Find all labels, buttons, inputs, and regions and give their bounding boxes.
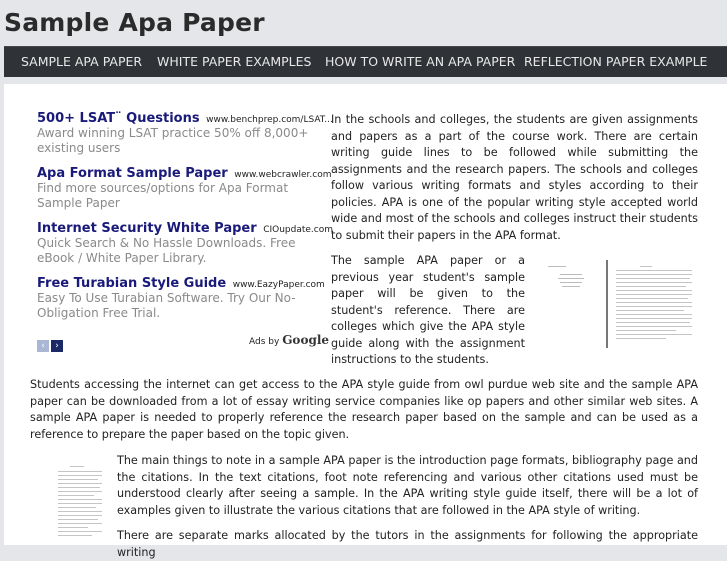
google-logo: Google (282, 333, 330, 347)
ad-next-button[interactable] (51, 340, 63, 352)
site-title[interactable]: Sample Apa Paper (4, 8, 265, 37)
ad-item[interactable] (37, 111, 333, 156)
ad-description: Award winning LSAT practice 50% off 8,000+ existing users (37, 126, 309, 155)
sample-paper-thumbnail-icon (540, 260, 700, 352)
ad-title-text[interactable]: Internet Security White Paper (37, 221, 257, 236)
main-content (4, 84, 727, 559)
ad-item[interactable] (37, 221, 334, 266)
nav-white-paper-examples[interactable]: WHITE PAPER EXAMPLES (157, 54, 312, 69)
ad-prev-button[interactable] (37, 340, 49, 352)
nav-how-to-write-apa-paper[interactable]: HOW TO WRITE AN APA PAPER (325, 54, 516, 69)
article-paragraph-1: In the schools and colleges, the students are given assignments and papers as a part of the course work. There are certain writing guide lines to be followed while submitting the assignments and the research papers. The schools and colleges follow various writing formats and styles according to their policies. APA is one of the popular writing style accepted world wide and most of the schools and colleges instruct their students to submit their papers in the APA format. (331, 113, 698, 242)
ads-by-label: Ads by (249, 337, 280, 347)
ad-item[interactable] (37, 276, 325, 321)
chevron-right-icon: › (55, 341, 59, 351)
sample-paper-page-icon (50, 462, 110, 540)
ad-title[interactable] (37, 221, 334, 236)
ad-title[interactable] (37, 111, 333, 126)
ads-by-google[interactable] (249, 333, 329, 347)
ad-url[interactable]: CIOupdate.com (263, 225, 334, 235)
ad-description: Easy To Use Turabian Software. Try Our No-Obligation Free Trial. (37, 291, 296, 320)
ad-item[interactable] (37, 166, 332, 211)
nav-reflection-paper-example[interactable]: REFLECTION PAPER EXAMPLE (524, 54, 708, 69)
ad-url[interactable]: www.EazyPaper.com (232, 280, 325, 290)
article-paragraph-3: Students accessing the internet can get access to the APA style guide from owl purdue web site and the sample APA paper can be downloaded from a lot of essay writing service companies like op papers and other similar web sites. A sample APA paper is needed to properly reference the research paper based on the sample and can be used as a reference to prepare the paper based on the topic given. (30, 378, 698, 441)
article-paragraph-4: The main things to note in a sample APA paper is the introduction page formats, bibliography page and the citations. In the text citations, foot note referencing and various other citations used must be understood clearly after seeing a sample. In the APA writing style guide itself, there will be a lot of examples given to illustrate the various citations that are followed in the APA style of writing. (117, 454, 698, 517)
ad-title[interactable] (37, 166, 332, 181)
article-paragraph-2: The sample APA paper or a previous year student's sample paper will be given to the student's reference. There are colleges which give the APA style guide along with the assignment instructions to the students. (331, 254, 525, 366)
nav-sample-apa-paper[interactable]: SAMPLE APA PAPER (21, 54, 143, 69)
ad-description: Find more sources/options for Apa Format Sample Paper (37, 181, 289, 210)
ad-title-text[interactable]: Free Turabian Style Guide (37, 276, 227, 291)
chevron-left-icon: ‹ (41, 341, 45, 351)
ad-title[interactable] (37, 276, 325, 291)
ad-block (37, 111, 334, 331)
ad-description: Quick Search & No Hassle Downloads. Free eBook / White Paper Library. (37, 236, 296, 265)
article-paragraph-5: There are separate marks allocated by the tutors in the assignments for following the appropriate writing (117, 529, 698, 559)
ad-title-text[interactable]: 500+ LSAT¨ Questions (37, 111, 200, 126)
ad-url[interactable]: www.benchprep.com/LSAT... (206, 115, 333, 125)
ad-url[interactable]: www.webcrawler.com (234, 170, 332, 180)
ad-pagination (37, 333, 65, 352)
ad-title-text[interactable]: Apa Format Sample Paper (37, 166, 228, 181)
main-nav (4, 46, 727, 77)
